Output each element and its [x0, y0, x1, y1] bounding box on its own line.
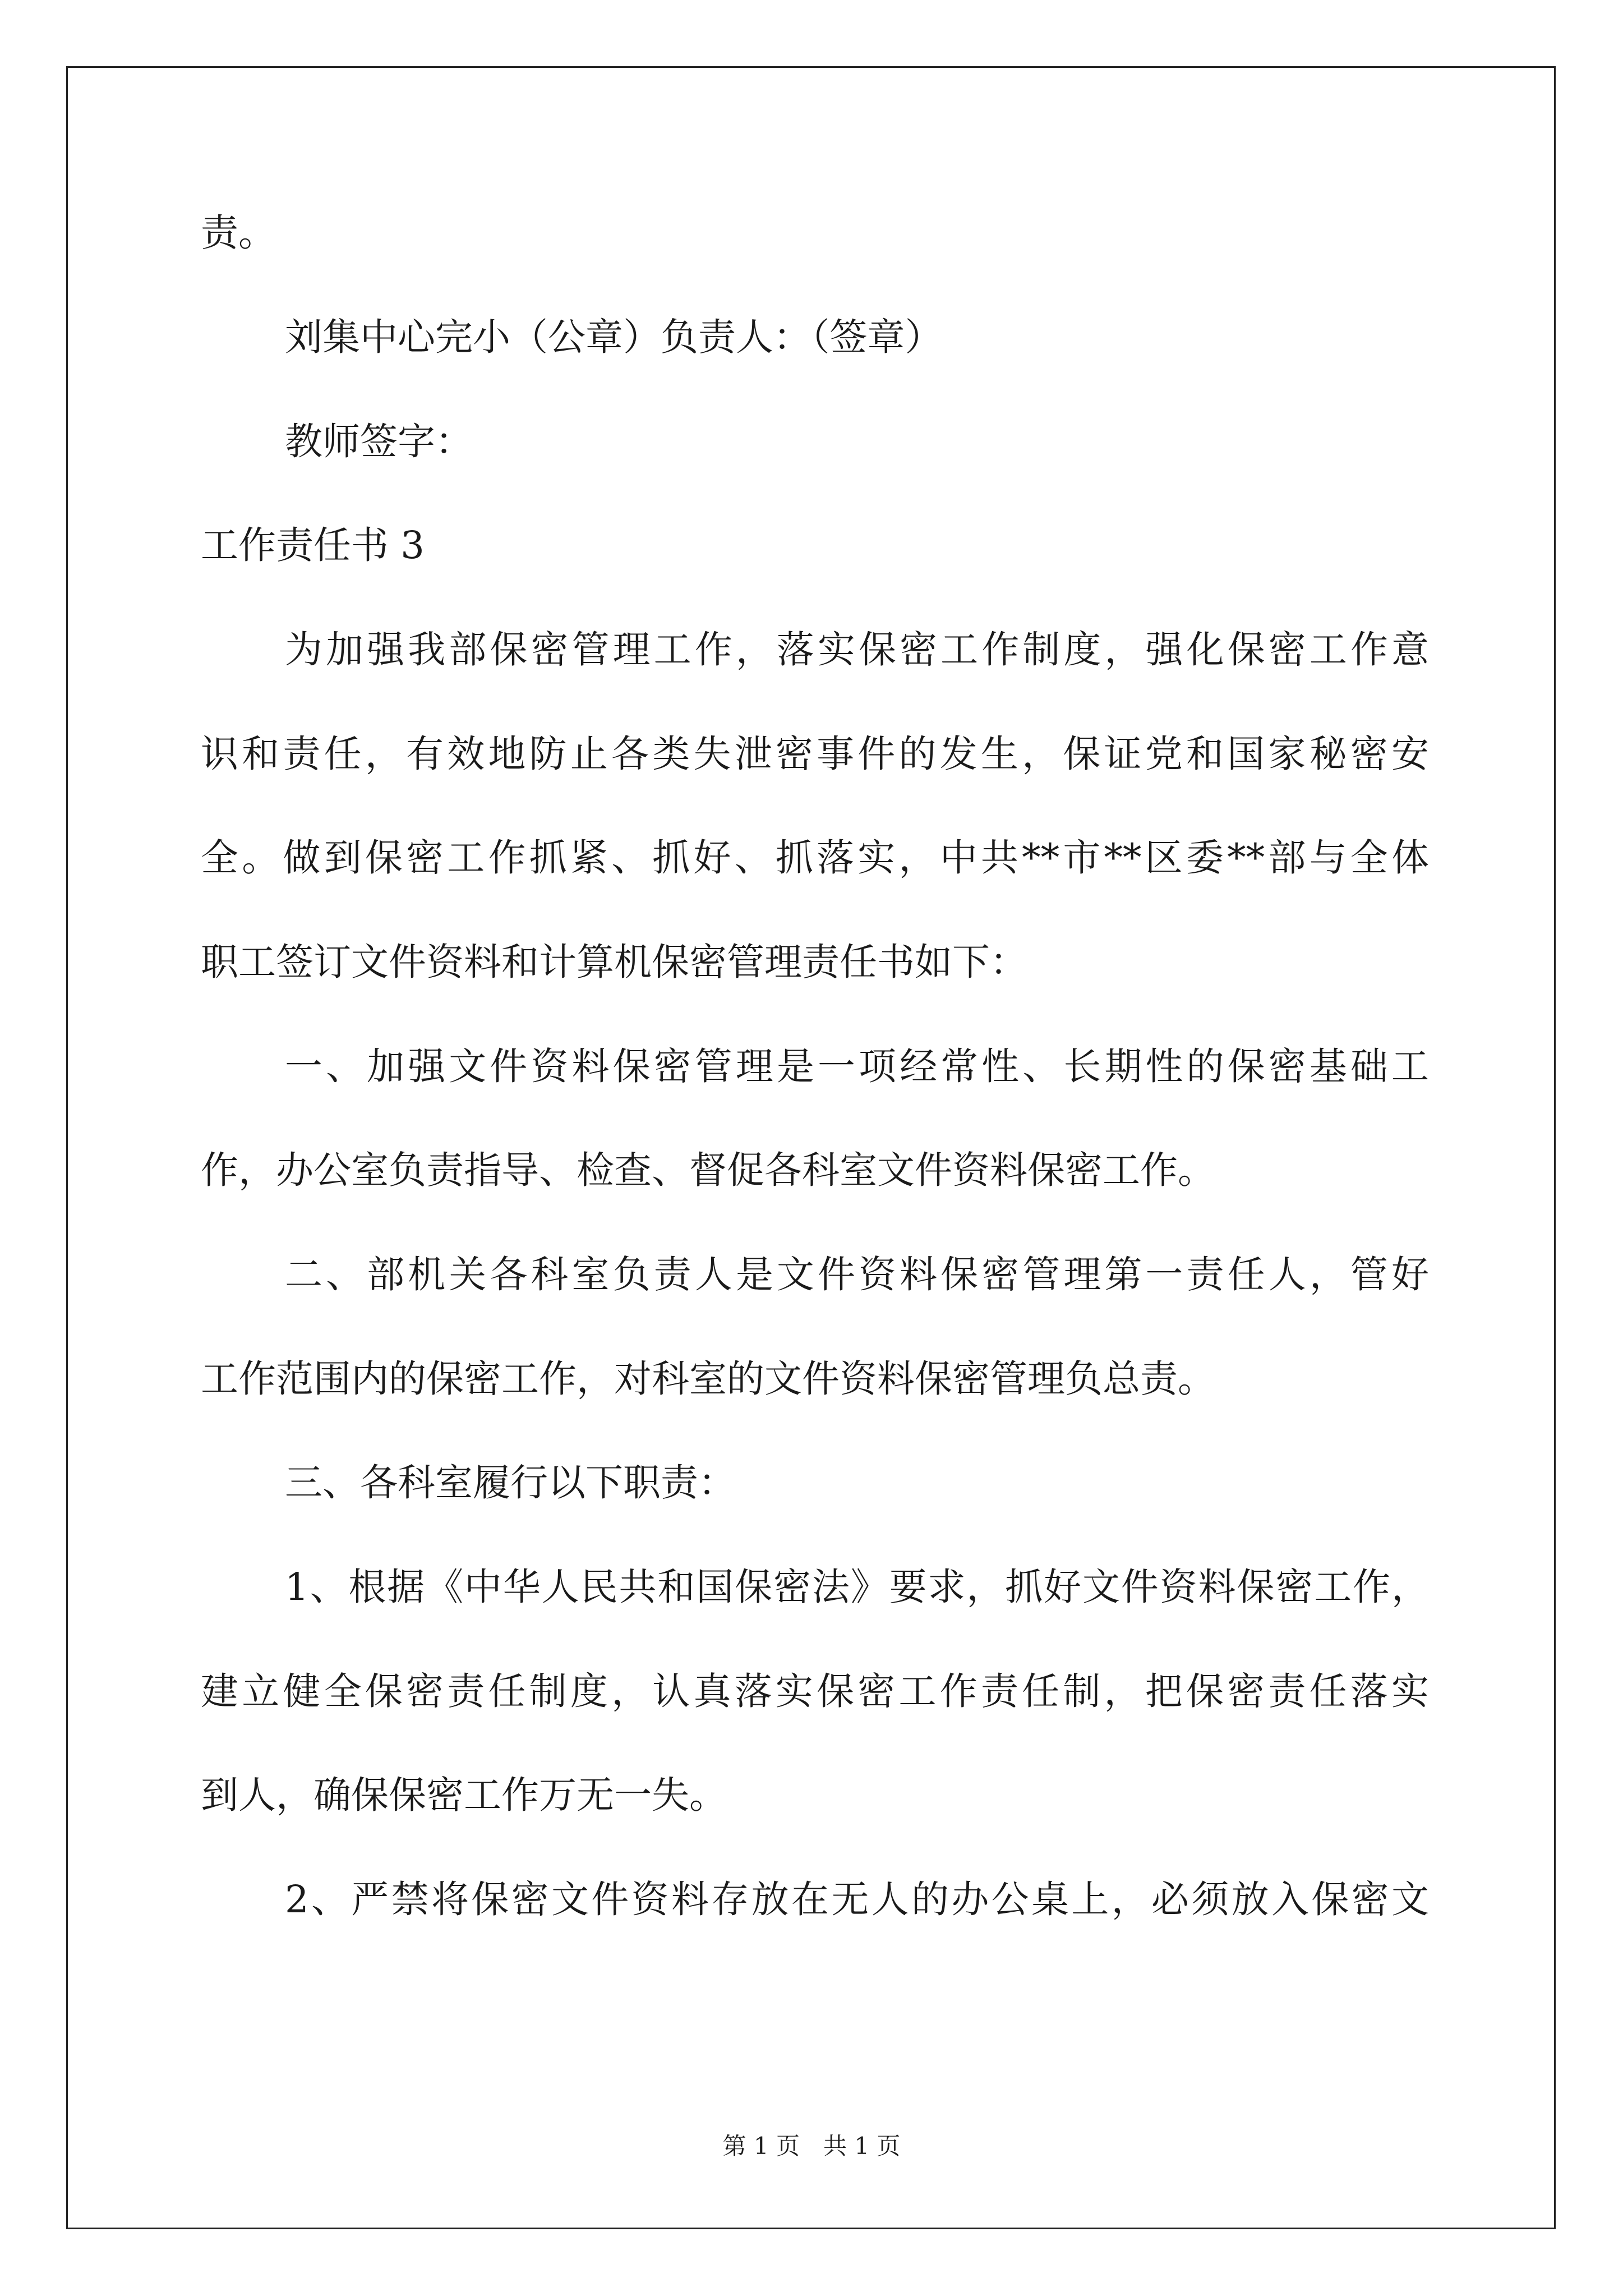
text-line: 一、加强文件资料保密管理是一项经常性、长期性的保密基础工: [285, 1045, 1429, 1088]
text-line: 建立健全保密责任制度，认真落实保密工作责任制，把保密责任落实: [201, 1669, 1429, 1713]
text-line: 刘集中心完小（公章）负责人：（签章）: [285, 315, 943, 359]
text-line: 全。做到保密工作抓紧、抓好、抓落实，中共**市**区委**部与全体: [201, 836, 1429, 880]
text-line: 识和责任，有效地防止各类失泄密事件的发生，保证党和国家秘密安: [201, 732, 1429, 776]
text-line: 工作范围内的保密工作，对科室的文件资料保密管理负总责。: [201, 1357, 1215, 1401]
text-line: 二、部机关各科室负责人是文件资料保密管理第一责任人，管好: [285, 1253, 1429, 1296]
text-line: 责。: [201, 211, 276, 255]
text-line: 为加强我部保密管理工作，落实保密工作制度，强化保密工作意: [285, 628, 1429, 671]
text-line: 作，办公室负责指导、检查、督促各科室文件资料保密工作。: [201, 1148, 1215, 1192]
text-line: 2、严禁将保密文件资料存放在无人的办公桌上，必须放入保密文: [285, 1878, 1429, 1921]
text-line: 职工签订文件资料和计算机保密管理责任书如下：: [201, 940, 1027, 984]
text-line: 三、各科室履行以下职责：: [285, 1461, 736, 1504]
text-line: 教师签字：: [285, 420, 473, 463]
text-line: 1、根据《中华人民共和国保密法》要求，抓好文件资料保密工作，: [285, 1565, 1429, 1609]
page-number-footer: 第 1 页 共 1 页: [722, 2132, 901, 2160]
text-line: 到人，确保保密工作万无一失。: [201, 1773, 727, 1817]
section-heading: 工作责任书 3: [201, 523, 425, 567]
